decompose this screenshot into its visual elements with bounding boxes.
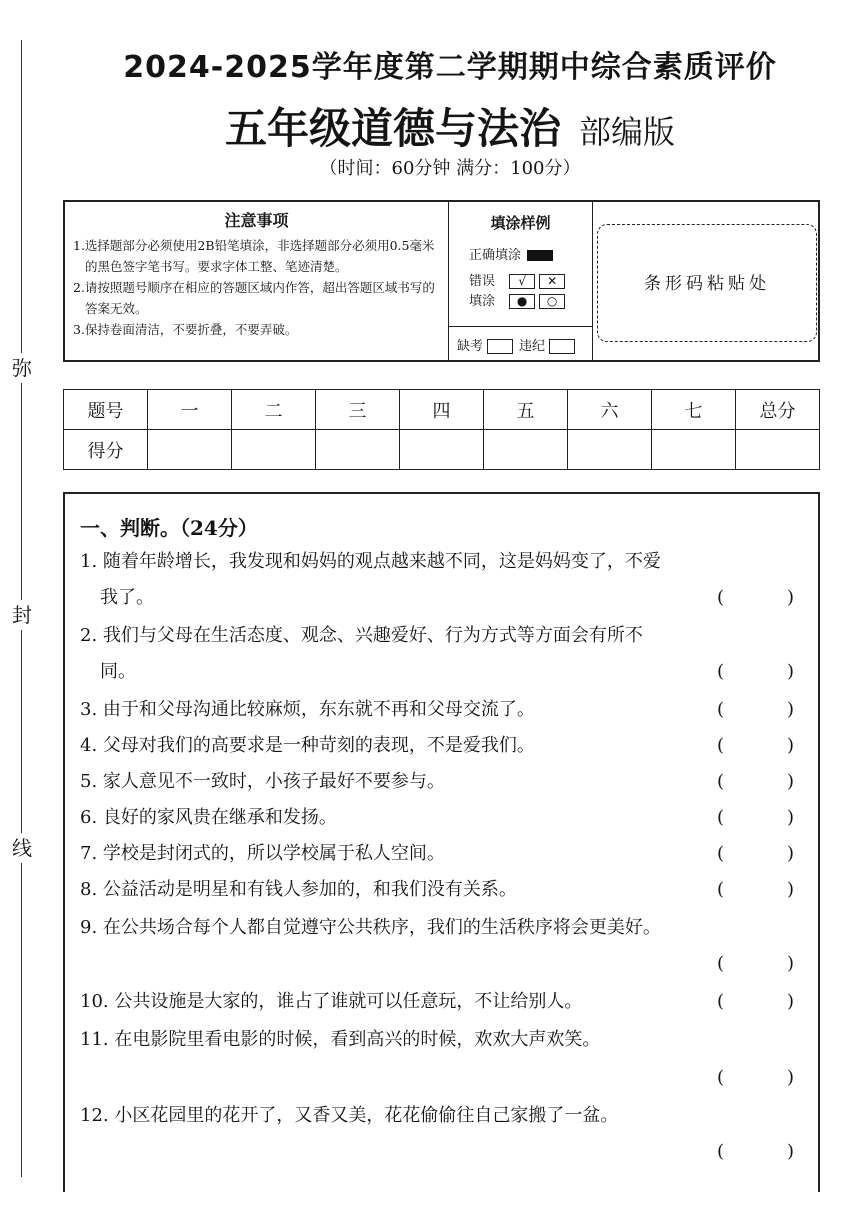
- answer-paren-open: (: [717, 1141, 725, 1162]
- score-header-cell: 五: [484, 390, 568, 430]
- question-section: [63, 492, 820, 1192]
- answer-paren-open: (: [717, 735, 725, 756]
- notice-title: 注意事项: [224, 211, 289, 230]
- filled-dot-icon: ●: [509, 294, 535, 309]
- barcode-area: 条形码粘贴处: [597, 224, 817, 342]
- question-1: 1. 随着年龄增长，我发现和妈妈的观点越来越不同，这是妈妈变了，不爱: [80, 551, 661, 572]
- score-header-cell: 总分: [736, 390, 820, 430]
- wrong-fill-row-1: [469, 270, 565, 289]
- score-table-score-row: [64, 430, 820, 470]
- score-header-cell: 题号: [64, 390, 148, 430]
- answer-paren-close: ): [787, 661, 795, 682]
- subject-title: [60, 96, 840, 156]
- wrong-fill-row-2: [469, 290, 565, 309]
- answer-paren-close: ): [787, 587, 795, 608]
- answer-paren-open: (: [717, 991, 725, 1012]
- score-cell[interactable]: [652, 430, 736, 470]
- score-cell[interactable]: [568, 430, 652, 470]
- fill-example-section: [449, 202, 593, 360]
- exam-title: 2024-2025学年度第二学期期中综合素质评价: [123, 50, 777, 85]
- answer-paren-close: ): [787, 807, 795, 828]
- fill-example-title: 填涂样例: [490, 214, 551, 232]
- answer-paren-open: (: [717, 771, 725, 792]
- time-info: （时间：60分钟 满分：100分）: [319, 158, 581, 179]
- wrong-fill-label-2: 填涂: [469, 294, 496, 309]
- question-3: 3. 由于和父母沟通比较麻烦，东东就不再和父母交流了。: [80, 699, 535, 720]
- score-cell[interactable]: [736, 430, 820, 470]
- question-11: 11. 在电影院里看电影的时候，看到高兴的时候，欢欢大声欢笑。: [80, 1029, 601, 1050]
- score-cell[interactable]: [148, 430, 232, 470]
- question-10: 10. 公共设施是大家的，谁占了谁就可以任意玩，不让给别人。: [80, 991, 583, 1012]
- check-mark-icon: √: [509, 274, 535, 289]
- question-9: 9. 在公共场合每个人都自觉遵守公共秩序，我们的生活秩序将会更美好。: [80, 917, 661, 938]
- score-table: [63, 389, 820, 470]
- score-table-header-row: [64, 390, 820, 430]
- score-header-cell: 二: [232, 390, 316, 430]
- answer-paren-close: ): [787, 843, 795, 864]
- question-6: 6. 良好的家风贵在继承和发扬。: [80, 807, 337, 828]
- score-header-cell: 六: [568, 390, 652, 430]
- violation-checkbox[interactable]: [549, 339, 575, 354]
- edition-label: 部编版: [579, 113, 676, 151]
- cross-mark-icon: ✕: [539, 274, 565, 289]
- notice-section: [65, 202, 449, 360]
- margin-label-mi: 弥: [8, 353, 36, 383]
- answer-paren-close: ): [787, 1067, 795, 1088]
- notice-item-3: 3.保持卷面清洁，不要折叠，不要弄破。: [73, 322, 298, 337]
- question-7: 7. 学校是封闭式的，所以学校属于私人空间。: [80, 843, 445, 864]
- violation-label: 违纪: [519, 339, 546, 354]
- question-1-cont: 我了。: [100, 587, 154, 608]
- score-cell[interactable]: [232, 430, 316, 470]
- answer-paren-open: (: [717, 807, 725, 828]
- absence-violation-row: [449, 326, 592, 360]
- answer-paren-close: ): [787, 1141, 795, 1162]
- score-header-cell: 四: [400, 390, 484, 430]
- score-row-label: 得分: [64, 430, 148, 470]
- answer-paren-close: ): [787, 991, 795, 1012]
- answer-paren-close: ): [787, 699, 795, 720]
- score-header-cell: 七: [652, 390, 736, 430]
- subject-main: 五年级道德与法治: [224, 104, 561, 153]
- score-cell[interactable]: [316, 430, 400, 470]
- score-header-cell: 三: [316, 390, 400, 430]
- filled-block-icon: [527, 250, 553, 261]
- answer-paren-close: ): [787, 953, 795, 974]
- margin-label-feng: 封: [8, 600, 36, 630]
- answer-paren-open: (: [717, 661, 725, 682]
- question-2: 2. 我们与父母在生活态度、观念、兴趣爱好、行为方式等方面会有所不: [80, 625, 643, 646]
- question-4: 4. 父母对我们的高要求是一种苛刻的表现，不是爱我们。: [80, 735, 535, 756]
- answer-paren-open: (: [717, 1067, 725, 1088]
- absent-checkbox[interactable]: [487, 339, 513, 354]
- margin-label-xian: 线: [8, 833, 36, 863]
- answer-paren-open: (: [717, 953, 725, 974]
- question-2-cont: 同。: [100, 661, 136, 682]
- answer-paren-open: (: [717, 843, 725, 864]
- correct-fill-label: 正确填涂: [469, 248, 522, 263]
- answer-paren-close: ): [787, 771, 795, 792]
- question-5: 5. 家人意见不一致时，小孩子最好不要参与。: [80, 771, 445, 792]
- section-title: 一、判断。（24分）: [80, 516, 258, 540]
- notice-box: [63, 200, 820, 362]
- answer-paren-open: (: [717, 879, 725, 900]
- notice-item-2: 2.请按照题号顺序在相应的答题区域内作答，超出答题区域书写的答案无效。: [73, 280, 435, 316]
- answer-paren-close: ): [787, 735, 795, 756]
- answer-paren-open: (: [717, 699, 725, 720]
- absent-label: 缺考: [457, 339, 484, 354]
- question-8: 8. 公益活动是明星和有钱人参加的，和我们没有关系。: [80, 879, 517, 900]
- wrong-fill-label-1: 错误: [469, 274, 496, 289]
- empty-circle-icon: ○: [539, 294, 565, 309]
- score-header-cell: 一: [148, 390, 232, 430]
- answer-paren-close: ): [787, 879, 795, 900]
- score-cell[interactable]: [400, 430, 484, 470]
- correct-fill-row: [469, 244, 553, 263]
- question-12: 12. 小区花园里的花开了，又香又美，花花偷偷往自己家搬了一盆。: [80, 1105, 619, 1126]
- answer-paren-open: (: [717, 587, 725, 608]
- score-cell[interactable]: [484, 430, 568, 470]
- notice-item-1: 1.选择题部分必须使用2B铅笔填涂，非选择题部分必须用0.5毫米的黑色签字笔书写。要求字体工整、笔迹清楚。: [73, 238, 435, 274]
